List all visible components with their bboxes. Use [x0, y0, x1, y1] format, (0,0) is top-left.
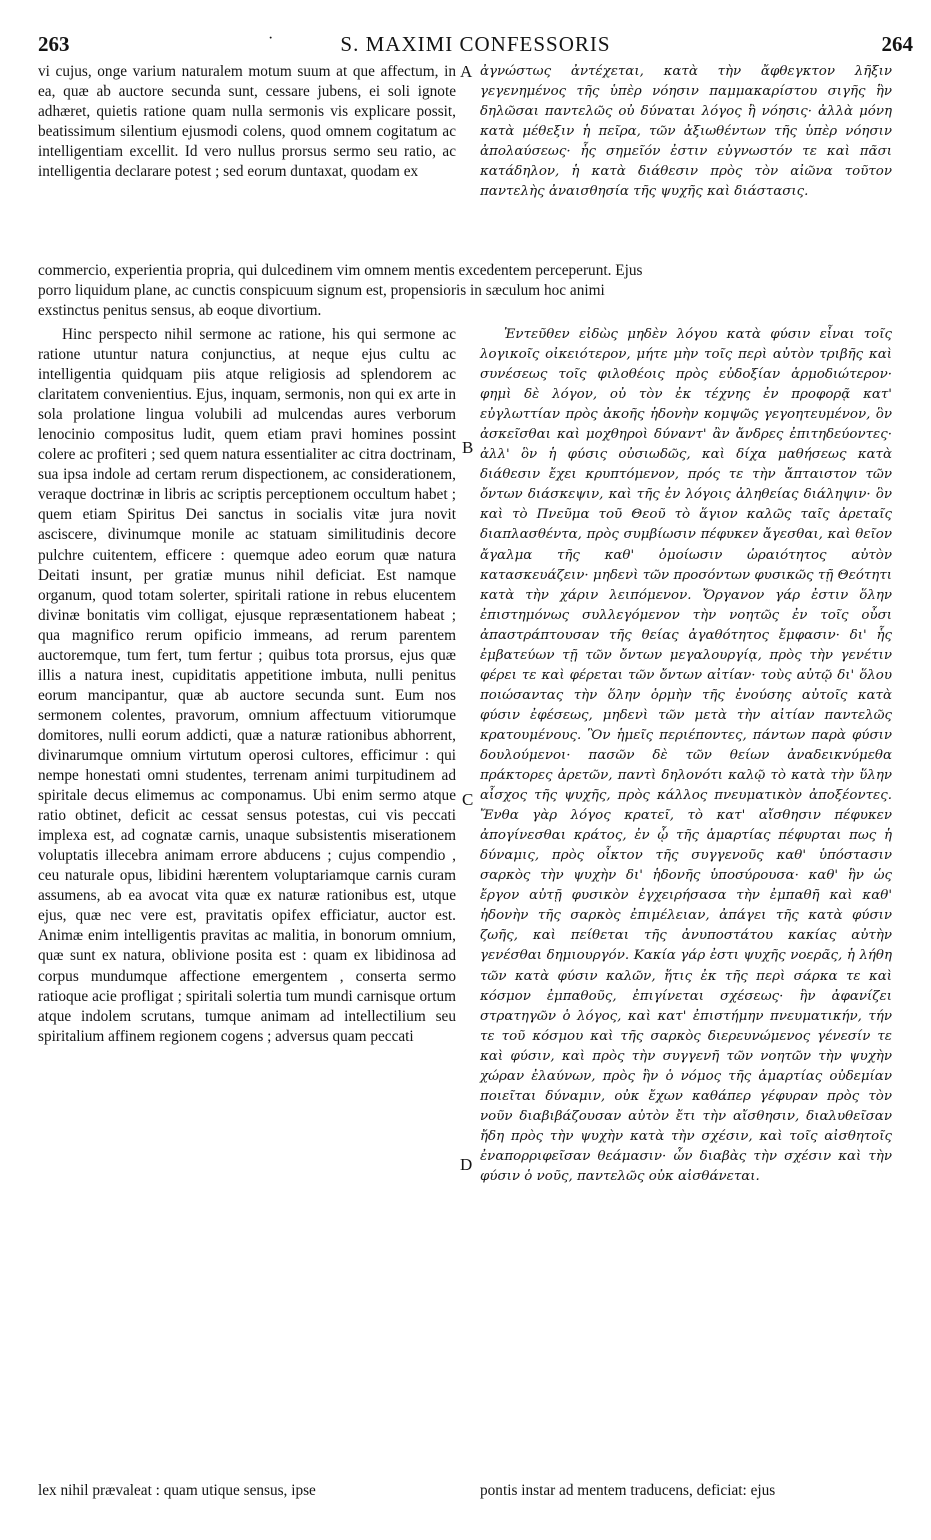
page-number-left: 263	[38, 32, 70, 56]
greek-column-main	[480, 325, 892, 1187]
page-header	[38, 30, 913, 60]
margin-letter-c: C	[462, 790, 474, 809]
margin-letter-d: D	[460, 1155, 473, 1174]
latin-last-line: lex nihil prævaleat : quam utique sensus, ipse	[38, 1482, 316, 1499]
cross-line: commercio, experientia propria, qui dulcedinem vim omnem mentis excedentem perceperunt. Ejus	[38, 262, 643, 279]
greek-paragraph-main: Ἐντεῦθεν εἰδὼς μηδὲν λόγου κατὰ φύσιν εἶναι τοῖς λογικοῖς οἰκειότερον, μήτε μὴν τοῖς περὶ αὐτὸν τριβῆς καὶ συνέσεως τοῖς φιλοθέοις πρὸς εὐδοξίαν ἁρμοδιώτερον· φημὶ δὲ λόγον, οὐ τὸν ἐκ τέχνης ἐν προφορᾷ κατ' εὐγλωττίαν πρὸς ἀκοῆς ἡδονὴν κομψῶς γεγοητευμένον, ὃν ἀσκεῖσθαι καὶ μοχθηροὶ δύναντ' ἂν ἄνδρες ἐπιτηδεύοντες· ἀλλ' ὃν ἡ φύσις οὐσιωδῶς, καὶ δίχα μαθήσεως κατὰ διάθεσιν ἔχει κρυπτόμενον, πρός τε τὴν ἄπταιστον τῶν ὄντων διάσκεψιν, καὶ τῆς ἐν λόγοις ἀληθείας διάληψιν· ὃν καὶ τὸ Πνεῦμα τοῦ Θεοῦ τὸ ἅγιον καλῶς ταῖς ἀρεταῖς διαπλασθέντα, πρὸς συμβίωσιν πέφυκεν ἄγεσθαι, καὶ θεῖον ἄγαλμα τῆς καθ' ὁμοίωσιν ὡραιότητος αὐτὸν κατασκευάζειν· μηδενὶ τῶν προσόντων φυσικῶς τῇ Θεότητι κατὰ τὴν χάριν λειπόμενον. Ὄργανον γάρ ἐστιν ὅλην ἐπιστημόνως συλλεγόμενον τὴν νοητῶς ἐν τοῖς οὖσι ἀπαστράπτουσαν τῆς θείας ἀγαθότητος ἔμφασιν· δι' ἧς ἐμβατεύων τῇ τῶν ὄντων μεγαλουργίᾳ, πρὸς τὴν γενέτιν φέρει τε καὶ φέρεται τῶν ὄντων αἰτίαν· τοὺς αὐτῷ δι' ὅλου ποιώσαντας τὴν ὅλην ὁρμὴν τῆς ἐνούσης αὐτοῖς κατὰ φύσιν ἐφέσεως, μηδενὶ τῶν μετὰ τὴν αἰτίαν παντελῶς κρατουμένους. Ὃν ἡμεῖς περιέποντες, πάντων παρὰ φύσιν δουλούμενοι· πασῶν δὲ τῶν θείων ἀναδεικνύμεθα πράκτορες ἀρετῶν, παντὶ δηλονότι καλῷ τὸ κατὰ τὴν ὕλην αἶσχος τῆς ψυχῆς, πρὸς κάλλος πνευματικὸν ἀποξέοντες. Ἔνθα γὰρ λόγος κρατεῖ, τὸ κατ' αἴσθησιν πέφυκεν ἀπογίνεσθαι κράτος, ἐν ᾧ τῆς ἁμαρτίας πέφυρται πως ἡ δύναμις, πρὸς οἶκτον τῆς συγγενοῦς καθ' ὑπόστασιν σαρκὸς τὴν ψυχὴν δι' ἡδονῆς ὑποσύρουσα· καθ' ἣν ὡς ἔργον αὐτῇ φυσικὸν ἐγχειρήσασα τὴν ἐμπαθῆ καὶ καθ' ἡδονὴν τῆς σαρκὸς ἐπιμέλειαν, ἀπάγει τῆς κατὰ φύσιν ζωῆς, καὶ πείθεται τῆς ἀνυποστάτου κακίας αὐτὴν γενέσθαι δημιουργόν. Κακία γάρ ἐστι ψυχῆς νοερᾶς, ἡ λήθη τῶν κατὰ φύσιν καλῶν, ἥτις ἐκ τῆς περὶ σάρκα τε καὶ κόσμον ἐμπαθοῦς, ἐπιγίνεται σχέσεως· ἣν ἀφανίζει στρατηγῶν ὁ λόγος, καὶ κατ' ἐπιστήμην πνευματικήν, τήν τε τοῦ κόσμου καὶ τῆς σαρκὸς διερευνώμενος γένεσίν τε καὶ φύσιν, καὶ πρὸς τὴν συγγενῆ τῶν νοητῶν τὴν ψυχὴν χώραν ἐλαύνων, πρὸς ἣν ὁ νόμος τῆς ἁμαρτίας οὐδεμίαν ποιεῖται δύναμιν, οὐκ ἔχων καθάπερ γέφυραν πρὸς τὸν νοῦν διαβιβάζουσαν αὐτὸν ἔτι τὴν αἴσθησιν, διαλυθεῖσαν ἤδη πρὸς τὴν ψυχὴν κατὰ τὴν σχέσιν, καὶ τοῖς αἰσθητοῖς ἐναπορριφεῖσαν θεάμασιν· ὧν διαβὰς τὴν σχέσιν καὶ τὴν φύσιν ὁ νοῦς, παντελῶς οὐκ αἰσθάνεται.	[480, 327, 892, 1184]
continuation-line-right: pontis instar ad mentem traducens, deficiat: ejus	[480, 1482, 776, 1499]
latin-column-main	[38, 325, 456, 1047]
margin-letter-b: B	[462, 438, 474, 457]
greek-column-top	[480, 62, 892, 202]
running-title: S. MAXIMI CONFESSORIS	[340, 32, 611, 56]
cross-column-lines	[38, 261, 894, 321]
margin-letter-a: A	[460, 62, 473, 81]
cross-line: exstinctus penitus sensus, ab eoque divortium.	[38, 302, 322, 320]
page-number-right: 264	[881, 32, 913, 56]
latin-paragraph-main: Hinc perspecto nihil sermone ac ratione, his qui sermone ac ratione utuntur natura conjunctius, at neque ejus cultu ac intelligentia quidquam piis atque religiosis ad splendorem ac claritatem convenientius. Ejus, inquam, sermonis, non qui ex arte in sola prolatione lingua volubili ad mulcendas aures verborum lenocinio compositus ludit, quem etiam pravi homines possint colere ac profiteri ; sed quem natura essentialiter ac citra doctrinam, sua ipsa indole ad certam rerum dispectionem, ac considerationem, veraque doctrinæ in libris ac scriptis perceptionem occultum habet ; quem etiam Spiritus Dei sanctus in socialis vitæ jura novit asciscere, divinumque monile ac statuam similitudinis decore pulchre cuitentem, efficere : quemque adeo eorum quæ natura Deitati insunt, per gratiæ munus nihil deficiat. Est namque organum, quod totam solerter, spiritali ratione in rebus elucentem divinæ bonitatis vim colligat, ejusque repræsentationem habeat ; qua magnifico rerum opificio immeans, ad rerum parentem auctoremque, tum fert, tum fertur ; quibus tota prorsus, ejus quæ illis a natura inest, cupiditatis appetitione imbuta, nulli penitus eorum mancipantur, quæ ab auctore secunda sunt. Eum nos sermonem colentes, pravorum, omnium affectuum vitiorumque domitores, nulli eorum addicti, quæ a naturæ rationibus abhorrent, divinarumque omnium virtutum operosi cultores, efficimur : qui nempe honestati omni studentes, terrenam animi turpitudinem ad spiritale decus elimemus ac componamus. Ubi enim sermo atque ratio obtinet, deficit ac cessat sensus potestas, cui vis peccati implexa est, ad cognatæ carnis, unaque subsistentis miserationem voluptatis illecebra animam errore abducens ; cujus compendio , ceu naturale opus, libidini hærentem voluptariamque carnis curam assumens, ab ea avocat vita quæ ex naturæ rationibus est, utque ejus, quæ nec vere est, pravitatis opifex efficiatur, auctor est. Animæ enim intelligentis pravitas ac malitia, in bonorum omnium, quæ sunt ex natura, oblivione posita est : quam ex libidinosa ad corpus mundumque affectione emergentem , conserta sermo ratioque acie profligat ; spiritali solertia tum mundi carnisque ortum atque indolem scrutans, tumque animam ad intellectilium seu spiritalium affinem regionem cogens ; adversus quam peccati	[38, 326, 456, 1045]
header-dot: ·	[268, 30, 274, 47]
greek-paragraph-top: ἀγνώστως ἀντέχεται, κατὰ τὴν ἄφθεγκτον λῆξιν γεγενημένος τῆς ὑπὲρ νόησιν παμμακαρίστου σιγῆς ἣν δηλῶσαι παντελῶς οὐ δύναται λόγος ἢ νόησις· ἀλλὰ μόνη κατὰ μέθεξιν ἡ πεῖρα, τῶν ἀξιωθέντων τῆς ὑπὲρ νόησιν ἀπολαύσεως· ἧς σημεῖόν ἐστιν εὐγνωστόν τε καὶ πᾶσι κατάδηλον, ἡ κατὰ διάθεσιν πρὸς τὸν αἰῶνα τοῦτον παντελὴς ἀναισθησία τῆς ψυχῆς καὶ διάστασις.	[480, 64, 892, 200]
latin-paragraph-top: vi cujus, onge varium naturalem motum suum at que affectum, in ea, quæ ab auctore secunda sunt, cessare jubens, ei soli ignote adhæret, quietis ratione quam nulla sermonis vis explicare possit, beatissimum silentium ejusmodi colens, quod omnem cogitatum ac intelligentiam excellit. Id vero nullus prorsus sermo seu ratio, ac intelligentia declarare potest ; sed eorum duntaxat, quodam ex	[38, 63, 456, 181]
latin-column-top	[38, 62, 456, 182]
cross-line: porro liquidum plane, ac cunctis conspicuum signum est, propensioris in sæculum hoc animi	[38, 282, 605, 300]
